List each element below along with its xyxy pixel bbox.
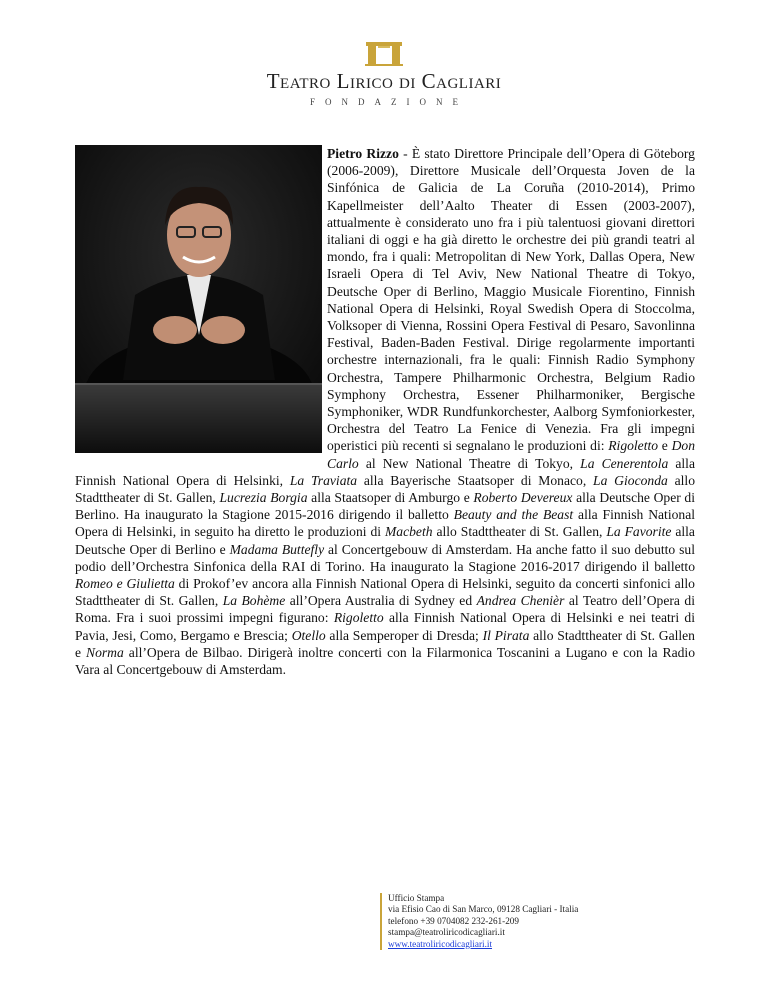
work-title: Macbeth (384, 524, 433, 540)
office-email: stampa@teatroliricodicagliari.it (388, 927, 505, 938)
work-title: La Favorite (606, 524, 672, 540)
work-title: Madama Buttefly (229, 541, 325, 557)
work-title: Norma (86, 644, 124, 660)
work-title: Il Pirata (482, 627, 530, 643)
biography-text: Pietro Rizzo - È stato Direttore Principale dell’Opera di Göteborg (2006-2009), Direttore Musicale dell’Orquesta Joven de la Sinfónica de Galicia de La Coruña (2010-2014), Primo Kapellmeister dell’Aalto Theater di Essen (2003-2007), attualmente è considerato uno fra i più talentuosi giovani direttori italiani di oggi e ha già diretto le orchestre dei più grandi teatri al mondo, fra i quali: Metropolitan di New York, Dallas Opera, New Israeli Opera di Tel Aviv, New National Theatre di Tokyo, Deutsche Oper di Berlino, Maggio Musicale Fiorentino, Finnish National Opera di Helsinki, Royal Swedish Opera di Stoccolma, Volksoper di Vienna, Rossini Opera Festival di Pesaro, Savonlinna Festival, Baden-Baden Festival. Dirige regolarmente importanti orchestre internazionali, fra le quali: Finnish Radio Symphony Orchestra, Tampere Philharmonic Orchestra, Belgium Radio Symphony Orchestra, Essener Philharmoniker, Bergische Symphoniker, WDR Rundfunkorchester, Aalborg Symfoniorkester, Orchestra del Teatro La Fenice di Venezia. Fra gli impegni operistici più recenti si segnalano le produzioni di: Rigoletto e Don Carlo al New National Theatre di Tokyo, La Cenerentola alla Finnish National Opera di Helsinki, La Traviata alla Bayerische Staatsoper di Monaco, La Gioconda allo Stadttheater di St. Gallen, Lucrezia Borgia alla Staatsoper di Amburgo e Roberto Devereux alla Deutsche Oper di Berlino. Ha inaugurato la Stagione 2015-2016 dirigendo il balletto Beauty and the Beast alla Finnish National Opera di Helsinki, in seguito ha diretto le produzioni di Macbeth allo Stadttheater di St. Gallen, La Favorite alla Deutsche Oper di Berlino e Madama Buttefly al Concertgebouw di Amsterdam. Ha anche fatto il suo debutto sul podio dell’Orchestra Sinfonica della RAI di Torino. Ha inaugurato la Stagione 2016-2017 dirigendo il balletto Romeo e Giulietta di Prokof’ev ancora alla Finnish National Opera di Helsinki, seguito da concerti sinfonici allo Stadttheater di St. Gallen, La Bohème all’Opera Australia di Sydney ed Andrea Chenièr al Teatro dell’Opera di Roma. Fra i suoi prossimi impegni figurano: Rigoletto alla Finnish National Opera di Helsinki e nei teatri di Pavia, Jesi, Como, Bergamo e Brescia; Otello alla Semperoper di Dresda; Il Pirata allo Stadttheater di St. Gallen e Norma all’Opera de Bilbao. Dirigerà inoltre concerti con la Filarmonica Toscanini a Lugano e con la Radio Vara al Concertgebouw di Amsterdam. (75, 146, 696, 678)
work-title: Don Carlo (327, 438, 695, 471)
work-title: Rigoletto (333, 610, 384, 626)
office-name: Ufficio Stampa (388, 893, 445, 903)
work-title: La Traviata (289, 472, 358, 488)
work-title: Rigoletto (608, 438, 659, 454)
theatre-name: Teatro Lirico di Cagliari (266, 69, 502, 93)
work-title: Beauty and the Beast (453, 507, 574, 523)
work-title: Roberto Devereux (473, 490, 573, 506)
work-title: La Bohème (222, 593, 286, 609)
office-address: via Efisio Cao di San Marco, 09128 Cagliari - Italia (388, 904, 579, 915)
work-title: Andrea Chenièr (476, 593, 565, 609)
office-phone: telefono +39 0704082 232-261-209 (388, 915, 519, 926)
letterhead (0, 40, 768, 107)
artist-name: Pietro Rizzo (327, 146, 399, 161)
work-title: Romeo e Giulietta (75, 576, 175, 592)
photo-spacer (75, 145, 327, 461)
website-link[interactable]: www.teatroliricodicagliari.it (388, 938, 493, 949)
work-title: La Cenerentola (580, 455, 669, 471)
press-office-contact (380, 893, 578, 950)
work-title: Otello (291, 627, 326, 643)
work-title: Lucrezia Borgia (219, 490, 308, 506)
foundation-label: FONDAZIONE (310, 97, 468, 108)
theatre-curtain-logo (364, 40, 404, 66)
work-title: La Gioconda (593, 472, 668, 488)
